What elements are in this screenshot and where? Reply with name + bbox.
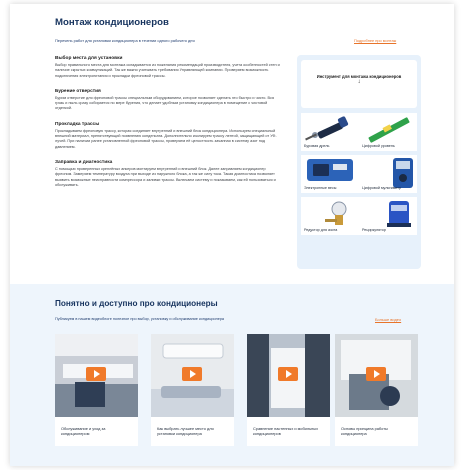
video-card-principles[interactable] <box>335 334 418 446</box>
video-thumbnail <box>335 334 418 417</box>
video-card-placement[interactable] <box>151 334 234 446</box>
tool-label: Рециркулятор <box>362 227 386 232</box>
install-more-link[interactable]: Подробнее про монтаж <box>354 38 397 43</box>
video-caption: Основы принципа работы кондиционера <box>341 426 388 436</box>
install-steps <box>55 56 283 198</box>
step-text: Бурим отверстие для фреоновой трассы специальным оборудованием, которое позволяет сделать это быстро и чисто. Вся грязь и пыль сразу собирается по мере бурения, что делает удобным установку кондиционера в помещение с чистовой отделкой. <box>55 95 275 111</box>
tool-label: Цифровой мультиметр <box>362 185 402 190</box>
video-thumbnail <box>151 334 234 417</box>
tool-level[interactable] <box>359 113 417 151</box>
video-thumbnail <box>247 334 330 417</box>
step-title: Бурение отверстия <box>55 88 101 94</box>
step-title: Прокладка трассы <box>55 121 100 127</box>
tools-panel <box>297 55 421 269</box>
video-thumbnail <box>55 334 138 417</box>
install-subtitle: Перечень работ для установки кондиционера в течении одного рабочего дня <box>55 38 195 43</box>
video-caption: Как выбрать лучшее место для установки кондиционера <box>157 426 214 436</box>
video-caption: Обслуживание и уход за кондиционером <box>61 426 106 436</box>
step-title: Заправка и диагностика <box>55 159 113 165</box>
tool-label: Цифровой уровень <box>362 143 395 148</box>
step-title: Выбор места для установки <box>55 56 123 61</box>
tools-header-title: Инструмент для монтажа кондиционеров <box>316 74 402 79</box>
play-icon[interactable] <box>278 367 298 381</box>
step-piping <box>55 122 283 150</box>
tool-label: Редуктор для азота <box>304 227 338 232</box>
arrow-down-icon: ↓ <box>357 79 361 85</box>
step-text: Выбор правильного места для монтажа складывается из пожелания рекомендаций производителя, учета особенностей стен и наличие скрытых коммуникаций. Так же важно учитывать требования Управляющей компании. Проверяем возможность подключения электропитания и прокладки фреоновой трассы. <box>55 63 280 78</box>
tool-label: Буровая дрель <box>304 143 330 148</box>
step-charging <box>55 160 283 188</box>
more-videos-link[interactable]: Больше видео <box>375 317 402 322</box>
step-text: Прокладываем фреоновую трассу, которая соединяет внутренний и внешний блок кондиционера. Используем специальный внешний материал, препятствующий появлению конденсата. Дополнительно изолируем трассу лентой, защищающей от УФ-лучей. При наличии ранее установленной фреоновой трассы, проверяем её целостность зачанная в систему азот под давлением. <box>55 128 277 149</box>
tool-regulator[interactable] <box>301 197 359 235</box>
tool-multimeter[interactable] <box>359 155 417 193</box>
tool-drill[interactable] <box>301 113 359 151</box>
videos-subtitle: Публикуем в нашем видеоблоге полезное про выбор, установку и обслуживание кондиционера <box>55 317 225 321</box>
videos-title: Понятно и доступно про кондиционеры <box>55 299 218 308</box>
tool-label: Электронные весы <box>304 185 337 190</box>
page-frame <box>10 4 454 466</box>
tool-scale[interactable] <box>301 155 359 193</box>
play-icon[interactable] <box>366 367 386 381</box>
play-icon[interactable] <box>182 367 202 381</box>
step-location <box>55 56 283 79</box>
install-section <box>10 4 454 282</box>
install-title: Монтаж кондиционеров <box>55 17 169 28</box>
video-card-comparison[interactable] <box>247 334 330 446</box>
tool-pump[interactable] <box>359 197 417 235</box>
video-caption: Сравнение настенных и мобильных кондиционеров <box>253 426 319 436</box>
video-card-maintenance[interactable] <box>55 334 138 446</box>
step-text: С помощью проверенных креплёных анкеров монтируем внутренний и внешний блок. Далее заправляем кондиционер фреоном. Замеряем температуру воздуха при выходе из наружного блока, а так же силу тока. Такая диагностика позволяет выявить возможные неисправности компрессора и заливки трассы. Включаем систему и показываем, как ей пользоваться и обслуживать. <box>55 166 276 187</box>
play-icon[interactable] <box>86 367 106 381</box>
step-drilling <box>55 89 283 112</box>
tools-header <box>301 60 417 108</box>
videos-section <box>10 284 454 466</box>
